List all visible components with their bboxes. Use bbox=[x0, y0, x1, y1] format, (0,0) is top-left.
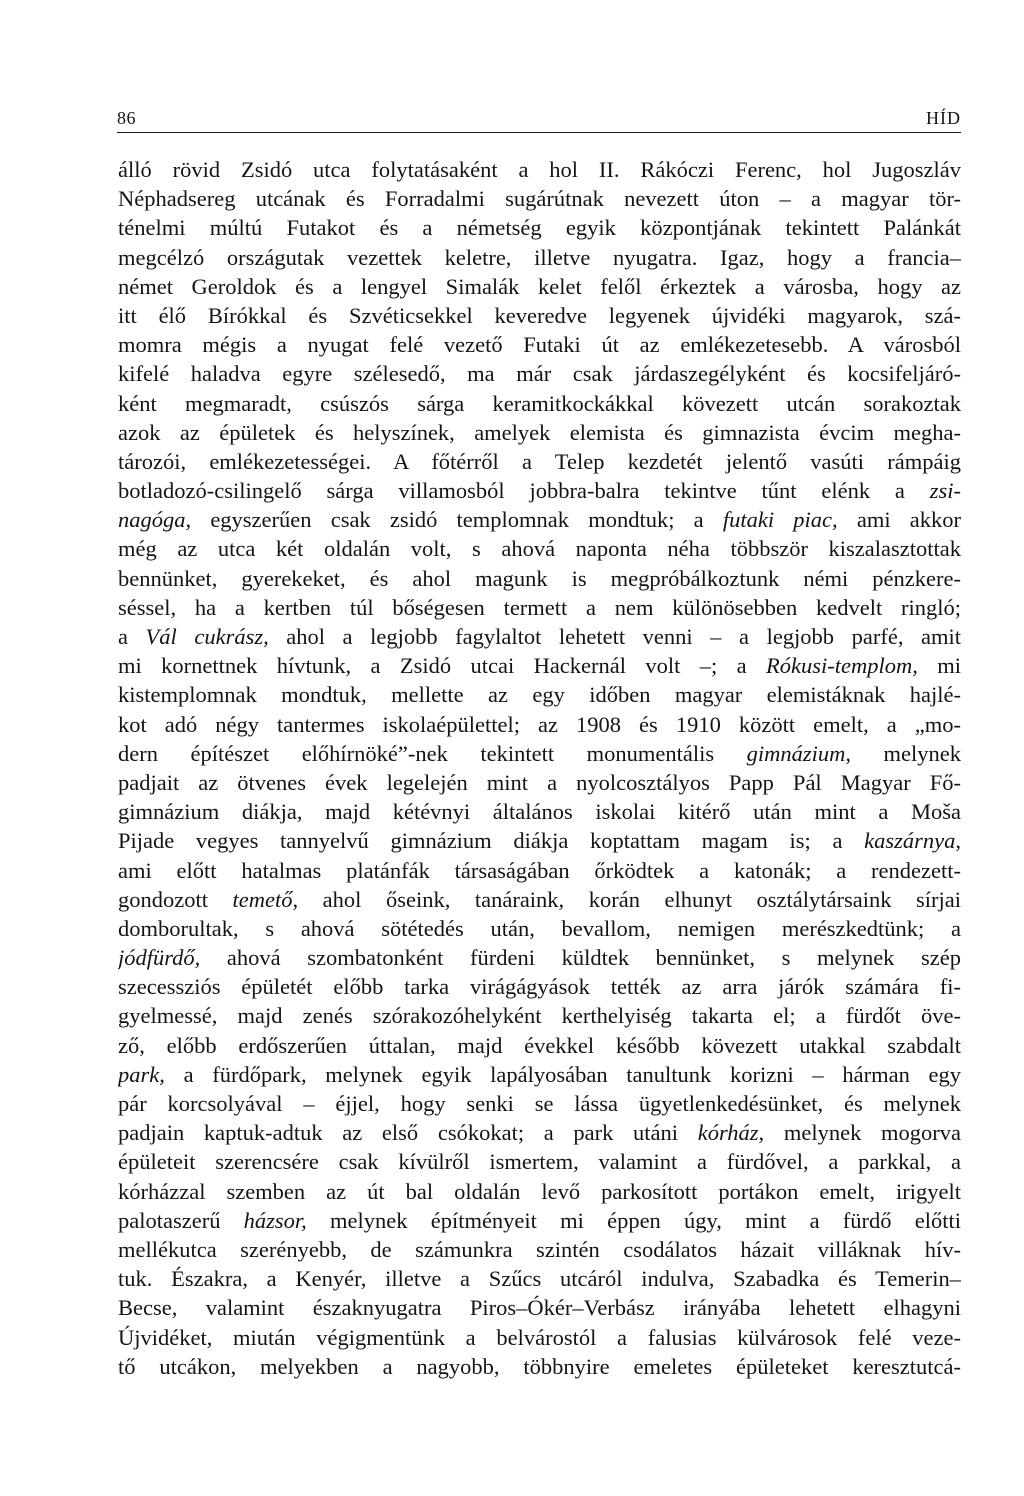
text-run: gondozott bbox=[118, 886, 233, 912]
text-run: gyelmessé, majd zenés szórakozóhelyként kerthelyiség takarta el; a fürdőt öve- bbox=[118, 1003, 961, 1029]
italic-term: gimnázium, bbox=[746, 740, 852, 766]
body-paragraph bbox=[118, 155, 961, 1381]
text-line bbox=[118, 213, 961, 242]
text-run: ami előtt hatalmas platánfák társaságában őrködtek a katonák; a rendezett- bbox=[118, 857, 961, 883]
italic-term: nagóga, bbox=[118, 507, 192, 533]
text-line bbox=[118, 710, 961, 739]
text-run: ahol őseink, tanáraink, korán elhunyt osztálytársaink sírjai bbox=[298, 886, 961, 912]
text-line bbox=[118, 1118, 961, 1147]
text-run: Néphadsereg utcának és Forradalmi sugárútnak nevezett úton – a magyar tör- bbox=[118, 186, 961, 212]
text-line bbox=[118, 680, 961, 709]
text-line bbox=[118, 1089, 961, 1118]
text-line bbox=[118, 564, 961, 593]
text-line bbox=[118, 651, 961, 680]
text-line bbox=[118, 943, 961, 972]
italic-term: futaki piac, bbox=[722, 507, 838, 533]
text-run: padjain kaptuk-adtuk az első csókokat; a park utáni bbox=[118, 1120, 698, 1146]
text-run: melynek bbox=[851, 740, 961, 766]
text-run: pár korcsolyával – éjjel, hogy senki se lássa ügyetlenkedésünket, és melynek bbox=[118, 1091, 961, 1116]
text-line bbox=[118, 856, 961, 885]
text-line bbox=[118, 1001, 961, 1030]
text-line bbox=[118, 301, 961, 330]
text-line bbox=[118, 447, 961, 476]
text-line bbox=[118, 1031, 961, 1060]
text-run: Pijade vegyes tannyelvű gimnázium diákja koptattam magam is; a bbox=[118, 828, 865, 854]
text-run: itt élő Bírókkal és Szvéticsekkel keveredve legyenek újvidéki magyarok, szá- bbox=[118, 302, 961, 328]
text-run: melynek építményeit mi éppen úgy, mint a fürdő előtti bbox=[306, 1207, 961, 1233]
text-line bbox=[118, 593, 961, 622]
text-run: botladozó-csilingelő sárga villamosból jobbra-balra tekintve tűnt elénk a bbox=[118, 478, 930, 504]
text-line bbox=[118, 739, 961, 768]
text-run: dern építészet előhírnöké”-nek tekintett monumentális bbox=[118, 740, 747, 766]
text-run: kot adó négy tantermes iskolaépülettel; az 1908 és 1910 között emelt, a „mo- bbox=[118, 711, 961, 737]
running-header bbox=[117, 102, 961, 133]
text-line bbox=[118, 418, 961, 447]
text-run: ahová szombatonként fürdeni küldtek bennünket, s melynek szép bbox=[200, 945, 961, 971]
text-line bbox=[118, 330, 961, 359]
text-run: Becse, valamint északnyugatra Piros–Ókér–Verbász irányába lehetett elhagyni bbox=[118, 1295, 961, 1321]
text-line bbox=[118, 155, 961, 184]
text-line bbox=[118, 1293, 961, 1322]
italic-term: jódfürdő, bbox=[118, 945, 201, 971]
text-run: mi bbox=[917, 653, 961, 679]
text-line bbox=[118, 505, 961, 534]
text-run: azok az épületek és helyszínek, amelyek elemista és gimnazista évcim megha- bbox=[118, 419, 961, 445]
text-line bbox=[118, 885, 961, 914]
text-line bbox=[118, 243, 961, 272]
text-line bbox=[118, 1264, 961, 1293]
text-line bbox=[118, 1235, 961, 1264]
text-run: még az utca két oldalán volt, s ahová naponta néha többször kiszalasztottak bbox=[118, 536, 961, 562]
text-run: a fürdőpark, melynek egyik lapályosában tanultunk korizni – hárman egy bbox=[164, 1061, 961, 1087]
text-run: szecessziós épületét előbb tarka virágágyások tették az arra járók számára fi- bbox=[118, 974, 961, 1000]
italic-term: temető, bbox=[232, 886, 299, 912]
text-run: ként megmaradt, csúszós sárga keramitkockákkal kövezett utcán sorakoztak bbox=[118, 390, 961, 416]
italic-term: zsi- bbox=[929, 478, 961, 504]
text-line bbox=[118, 1147, 961, 1176]
text-line bbox=[118, 914, 961, 943]
text-line bbox=[118, 272, 961, 301]
text-run: melynek mogorva bbox=[764, 1120, 961, 1146]
text-run: domborultak, s ahová sötétedés után, bevallom, nemigen merészkedtünk; a bbox=[118, 915, 961, 941]
text-line bbox=[118, 1323, 961, 1352]
text-run: momra mégis a nyugat felé vezető Futaki út az emlékezetesebb. A városból bbox=[118, 332, 961, 358]
page-number: 86 bbox=[117, 108, 136, 128]
text-line bbox=[118, 1060, 961, 1089]
text-run: épületeit szerencsére csak kívülről ismertem, valamint a fürdővel, a parkkal, a bbox=[118, 1149, 961, 1175]
text-line bbox=[118, 768, 961, 797]
text-line bbox=[118, 622, 961, 651]
text-run: német Geroldok és a lengyel Simalák kelet felől érkeztek a városba, hogy az bbox=[118, 273, 961, 299]
text-line bbox=[118, 1177, 961, 1206]
text-line bbox=[118, 389, 961, 418]
text-line bbox=[118, 797, 961, 826]
text-run: egyszerűen csak zsidó templomnak mondtuk; a bbox=[191, 507, 723, 533]
text-run: a bbox=[118, 624, 146, 649]
text-line bbox=[118, 476, 961, 505]
text-run: gimnázium diákja, majd kétévnyi általános iskolai kitérő után mint a Moša bbox=[118, 799, 961, 825]
text-run: ző, előbb erdőszerűen úttalan, majd évekkel később kövezett utakkal szabdalt bbox=[118, 1032, 961, 1058]
journal-title: HÍD bbox=[926, 108, 961, 128]
italic-term: kórház, bbox=[697, 1120, 765, 1146]
text-run: tő utcákon, melyekben a nagyobb, többnyire emeletes épületeket keresztutcá- bbox=[118, 1353, 961, 1379]
text-line bbox=[118, 1206, 961, 1235]
text-run: mellékutca szerényebb, de számunkra szintén csodálatos házait villáknak hív- bbox=[118, 1236, 961, 1262]
text-line bbox=[118, 826, 961, 855]
text-line bbox=[118, 359, 961, 388]
text-run: álló rövid Zsidó utca folytatásaként a hol II. Rákóczi Ferenc, hol Jugoszláv bbox=[118, 157, 961, 182]
text-run: tározói, emlékezetességei. A főtérről a Telep kezdetét jelentő vasúti rámpáig bbox=[118, 448, 961, 474]
text-line bbox=[118, 972, 961, 1001]
text-run: ami akkor bbox=[837, 507, 961, 533]
italic-term: házsor, bbox=[243, 1207, 307, 1233]
text-run: mi kornettnek hívtunk, a Zsidó utcai Hackernál volt –; a bbox=[118, 653, 767, 679]
italic-term: Rókusi-templom, bbox=[766, 653, 918, 679]
text-run: padjait az ötvenes évek legelején mint a nyolcosztályos Papp Pál Magyar Fő- bbox=[118, 769, 961, 795]
text-run: palotaszerű bbox=[118, 1207, 244, 1233]
italic-term: Vál cukrász, bbox=[145, 624, 269, 649]
text-line bbox=[118, 534, 961, 563]
text-run: ahol a legjobb fagylaltot lehetett venni – a legjobb parfé, amit bbox=[268, 624, 961, 649]
text-line bbox=[118, 1352, 961, 1381]
text-run: kórházzal szemben az út bal oldalán levő parkosított portákon emelt, irigyelt bbox=[118, 1178, 961, 1204]
text-line bbox=[118, 184, 961, 213]
italic-term: kaszárnya, bbox=[864, 828, 961, 854]
text-run: megcélzó országutak vezettek keletre, illetve nyugatra. Igaz, hogy a francia– bbox=[118, 244, 961, 270]
text-run: kistemplomnak mondtuk, mellette az egy időben magyar elemistáknak hajlé- bbox=[118, 682, 961, 708]
text-run: bennünket, gyerekeket, és ahol magunk is megpróbálkoztunk némi pénzkere- bbox=[118, 565, 961, 591]
text-run: séssel, ha a kertben túl bőségesen termett a nem különösebben kedvelt ringló; bbox=[118, 594, 961, 620]
text-run: Újvidéket, miután végigmentünk a belvárostól a falusias külvárosok felé veze- bbox=[118, 1324, 961, 1350]
text-run: tuk. Északra, a Kenyér, illetve a Szűcs utcáról indulva, Szabadka és Temerin– bbox=[118, 1266, 961, 1292]
text-run: ténelmi múltú Futakot és a németség egyik központjának tekintett Palánkát bbox=[118, 215, 961, 241]
text-run: kifelé haladva egyre szélesedő, ma már csak járdaszegélyként és kocsifeljáró- bbox=[118, 361, 961, 387]
italic-term: park, bbox=[118, 1061, 165, 1087]
